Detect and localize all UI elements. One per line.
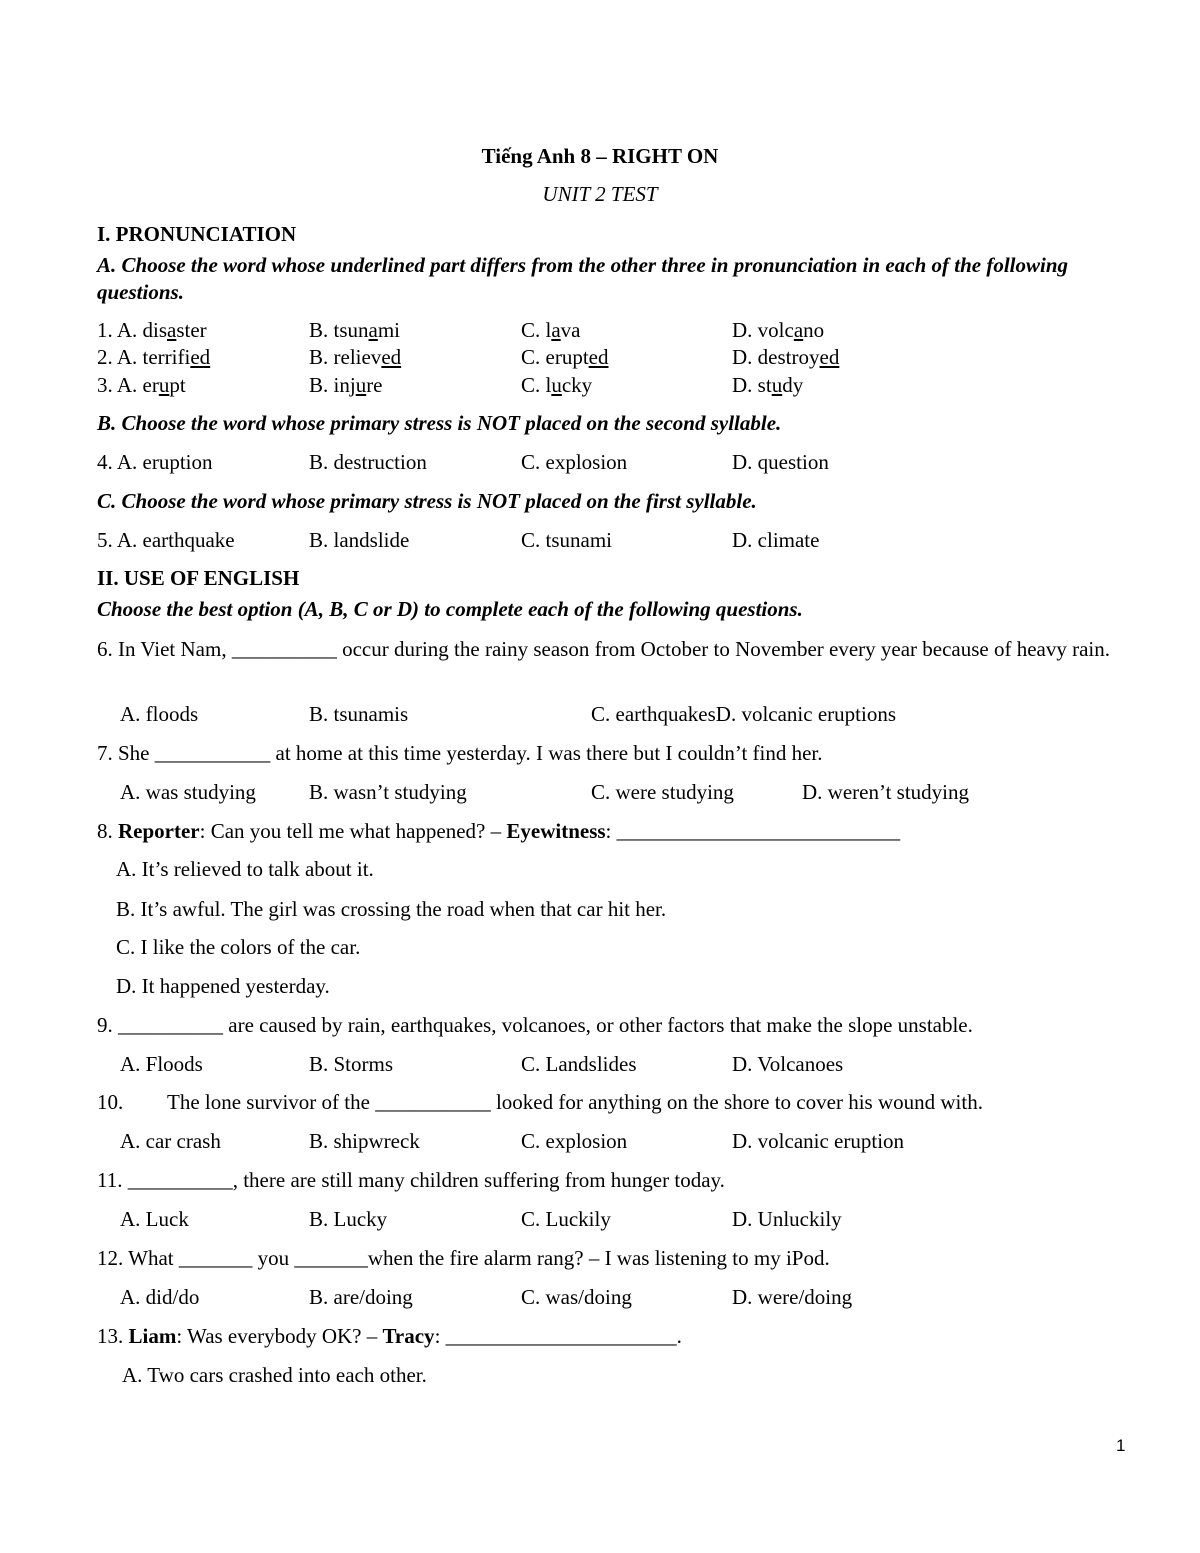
q3-option-d: D. study [732, 373, 804, 397]
q7-option-c: C. were studying [591, 780, 734, 804]
document-title: Tiếng Anh 8 – RIGHT ON [481, 144, 719, 168]
question-4: 4. A. eruption [97, 450, 213, 474]
q6-option-cd: C. earthquakesD. volcanic eruptions [591, 702, 896, 726]
q9-option-c: C. Landslides [521, 1052, 637, 1076]
q5-option-d: D. climate [732, 528, 820, 552]
question-8: 8. Reporter: Can you tell me what happened? – Eyewitness: ___________________________ [97, 819, 901, 843]
q11-option-b: B. Lucky [309, 1207, 388, 1231]
q7-option-b: B. wasn’t studying [309, 780, 467, 804]
section-1-heading: I. PRONUNCIATION [97, 222, 297, 246]
part-b-instruction: B. Choose the word whose primary stress is NOT placed on the second syllable. [97, 411, 782, 435]
question-11: 11. __________, there are still many children suffering from hunger today. [97, 1168, 725, 1192]
q2-option-d: D. destroyed [732, 345, 840, 369]
part-c-instruction: C. Choose the word whose primary stress is NOT placed on the first syllable. [97, 489, 757, 513]
q3-option-c: C. lucky [521, 373, 593, 397]
question-1: 1. A. disaster [97, 318, 207, 342]
q12-option-d: D. were/doing [732, 1285, 853, 1309]
q9-option-a: A. Floods [120, 1052, 203, 1076]
q4-option-c: C. explosion [521, 450, 628, 474]
document-subtitle: UNIT 2 TEST [542, 182, 658, 206]
q1-option-b: B. tsunami [309, 318, 401, 342]
q7-option-d: D. weren’t studying [802, 780, 970, 804]
section-2-instruction: Choose the best option (A, B, C or D) to complete each of the following questions. [97, 597, 803, 621]
question-2: 2. A. terrified [97, 345, 211, 369]
q10-option-b: B. shipwreck [309, 1129, 420, 1153]
q10-option-d: D. volcanic eruption [732, 1129, 905, 1153]
page-number: 1 [1116, 1436, 1126, 1455]
q11-option-d: D. Unluckily [732, 1207, 842, 1231]
q2-option-b: B. relieved [309, 345, 402, 369]
q5-option-b: B. landslide [309, 528, 410, 552]
q4-option-d: D. question [732, 450, 829, 474]
q4-option-b: B. destruction [309, 450, 427, 474]
question-10: The lone survivor of the ___________ looked for anything on the shore to cover his wound with. [167, 1090, 983, 1114]
q11-option-a: A. Luck [120, 1207, 189, 1231]
question-3: 3. A. erupt [97, 373, 186, 397]
q8-option-c: C. I like the colors of the car. [116, 935, 361, 959]
q8-option-b: B. It’s awful. The girl was crossing the road when that car hit her. [116, 897, 667, 921]
q2-option-c: C. erupted [521, 345, 609, 369]
q6-option-b: B. tsunamis [309, 702, 409, 726]
q5-option-c: C. tsunami [521, 528, 613, 552]
q13-option-a: A. Two cars crashed into each other. [122, 1363, 427, 1387]
q12-option-a: A. did/do [120, 1285, 200, 1309]
q9-option-d: D. Volcanoes [732, 1052, 844, 1076]
q6-option-a: A. floods [120, 702, 199, 726]
q7-option-a: A. was studying [120, 780, 256, 804]
q1-option-c: C. lava [521, 318, 581, 342]
q12-option-b: B. are/doing [309, 1285, 413, 1309]
q11-option-c: C. Luckily [521, 1207, 611, 1231]
section-2-heading: II. USE OF ENGLISH [97, 566, 300, 590]
question-10-number: 10. [97, 1090, 124, 1114]
q10-option-a: A. car crash [120, 1129, 221, 1153]
q9-option-b: B. Storms [309, 1052, 394, 1076]
q10-option-c: C. explosion [521, 1129, 628, 1153]
question-5: 5. A. earthquake [97, 528, 235, 552]
q12-option-c: C. was/doing [521, 1285, 632, 1309]
q8-option-d: D. It happened yesterday. [116, 974, 330, 998]
question-6: 6. In Viet Nam, __________ occur during the rainy season from October to November every year because of heavy rain. [97, 637, 1111, 661]
part-a-instruction: A. Choose the word whose underlined part differs from the other three in pronunciation in each of the following questions. [97, 253, 1069, 304]
question-9: 9. __________ are caused by rain, earthquakes, volcanoes, or other factors that make the slope unstable. [97, 1013, 973, 1037]
q3-option-b: B. injure [309, 373, 383, 397]
question-12: 12. What _______ you _______when the fire alarm rang? – I was listening to my iPod. [97, 1246, 830, 1270]
question-7: 7. She ___________ at home at this time yesterday. I was there but I couldn’t find her. [97, 741, 823, 765]
question-13: 13. Liam: Was everybody OK? – Tracy: ______________________. [97, 1324, 682, 1348]
q8-option-a: A. It’s relieved to talk about it. [116, 857, 374, 881]
q1-option-d: D. volcano [732, 318, 825, 342]
